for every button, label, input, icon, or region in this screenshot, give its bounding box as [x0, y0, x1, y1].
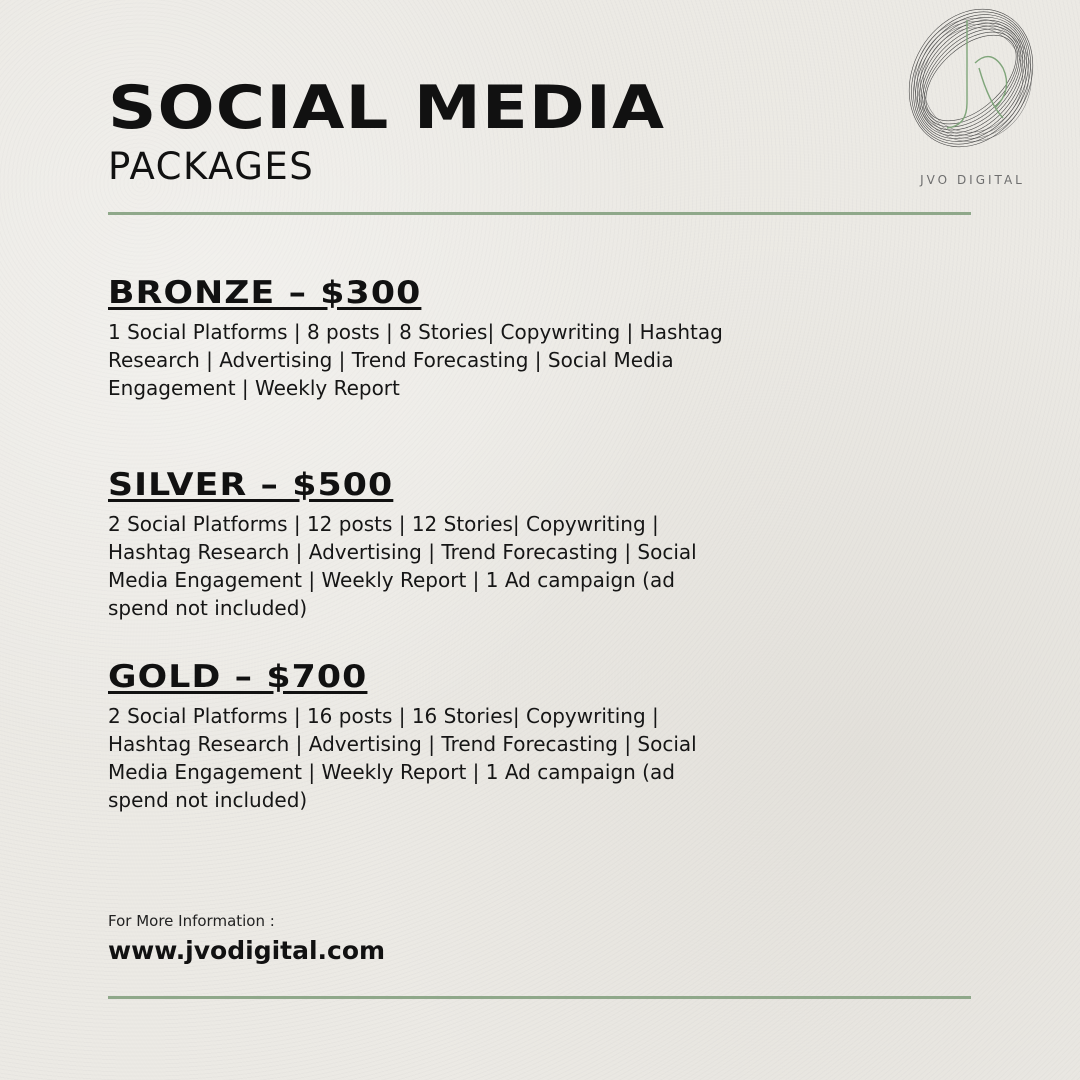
- bottom-divider: [108, 996, 971, 999]
- brand-logo: [895, 8, 1050, 186]
- package-title: GOLD – $700: [108, 659, 368, 695]
- top-divider: [108, 212, 971, 215]
- package-title: BRONZE – $300: [108, 275, 422, 311]
- page-title: SOCIAL MEDIA: [108, 73, 666, 143]
- package-silver: [108, 468, 728, 622]
- jvo-ring-logo-icon: [895, 8, 1050, 168]
- package-bronze: [108, 276, 728, 402]
- more-info-label: For More Information :: [108, 912, 275, 930]
- package-description: 2 Social Platforms | 12 posts | 12 Stories| Copywriting | Hashtag Research | Advertising | Trend Forecasting | Social Media Engagement | Weekly Report | 1 Ad campaign (ad spend not included): [108, 511, 697, 620]
- package-description: 2 Social Platforms | 16 posts | 16 Stories| Copywriting | Hashtag Research | Advertising | Trend Forecasting | Social Media Engagement | Weekly Report | 1 Ad campaign (ad spend not included): [108, 703, 697, 812]
- package-description: 1 Social Platforms | 8 posts | 8 Stories| Copywriting | Hashtag Research | Advertising | Trend Forecasting | Social Media Engagement | Weekly Report: [108, 319, 723, 400]
- logo-wordmark: JVO DIGITAL: [920, 173, 1025, 187]
- package-gold: [108, 660, 728, 814]
- website-link[interactable]: www.jvodigital.com: [108, 936, 386, 965]
- page-subtitle: PACKAGES: [108, 145, 315, 188]
- package-title: SILVER – $500: [108, 467, 394, 503]
